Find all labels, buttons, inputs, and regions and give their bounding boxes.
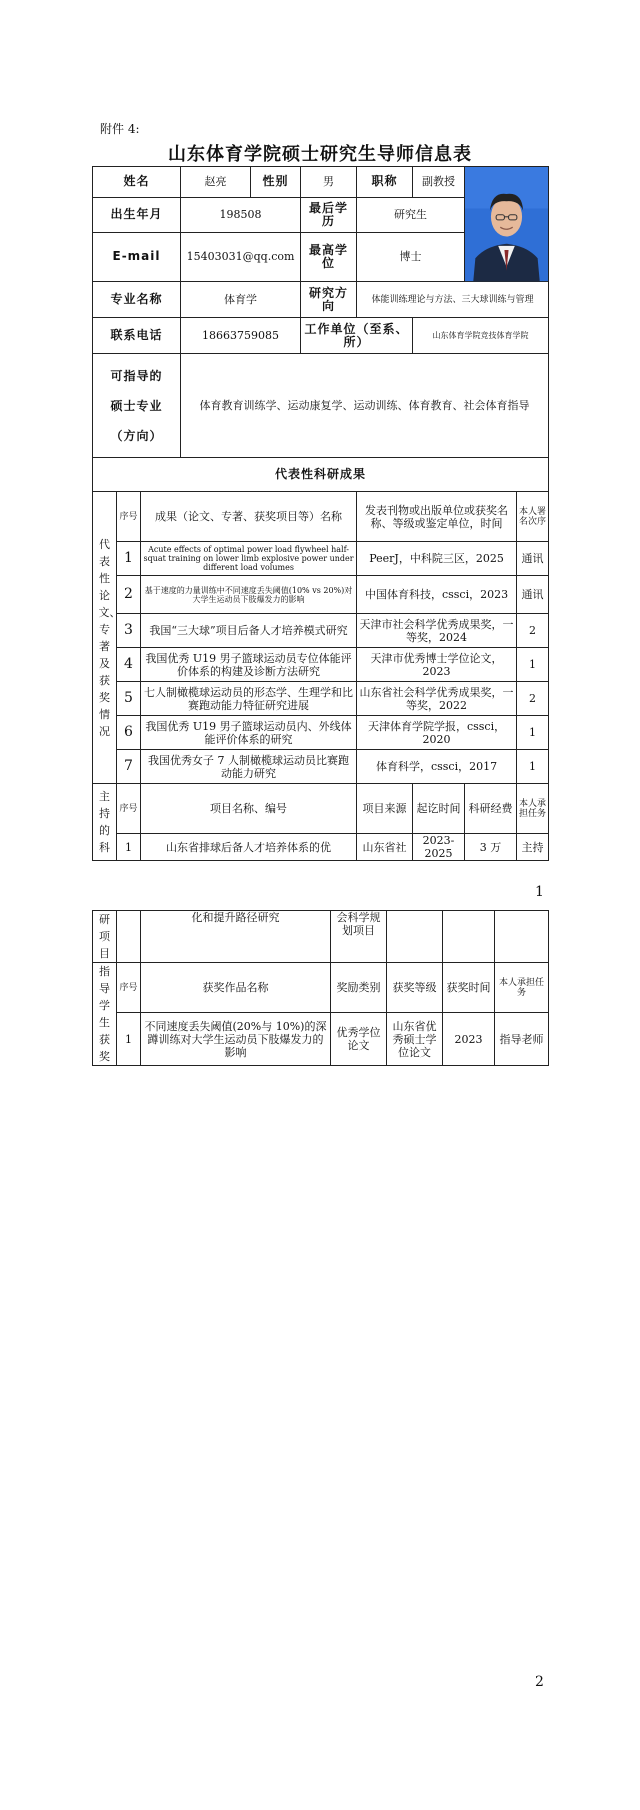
- table-row: [93, 1013, 549, 1066]
- row-no: 1: [117, 542, 141, 576]
- row-no: 6: [117, 716, 141, 750]
- row-no: 2: [117, 576, 141, 614]
- guidable-label: [93, 354, 181, 458]
- table-row: [93, 750, 549, 784]
- project-no: 1: [117, 834, 141, 861]
- research-header-result: 成果（论文、专著、获奖项目等）名称: [141, 492, 357, 542]
- degree-value: 博士: [357, 232, 465, 281]
- page-title: 山东体育学院硕士研究生导师信息表: [168, 144, 472, 165]
- projects-side-label: 主持的科: [93, 784, 117, 861]
- award-level: 山东省优秀硕士学位论文: [387, 1013, 443, 1066]
- research-header-publisher: 发表刊物或出版单位或获奖名称、等级或鉴定单位，时间: [357, 492, 517, 542]
- award-no: 1: [117, 1013, 141, 1066]
- row-rank: 通讯: [517, 576, 549, 614]
- project-source-cont: 会科学规划项目: [331, 911, 387, 963]
- research-section-title: 代表性科研成果: [93, 458, 549, 492]
- row-result: 我国优秀 U19 男子篮球运动员专位体能评价体系的构建及诊断方法研究: [141, 648, 357, 682]
- row-publisher: 天津市社会科学优秀成果奖，一等奖，2024: [357, 614, 517, 648]
- title-label: 职称: [357, 167, 413, 198]
- row-publisher: 天津体育学院学报，cssci，2020: [357, 716, 517, 750]
- birth-value: 198508: [181, 197, 301, 232]
- project-header-period: 起讫时间: [413, 784, 465, 834]
- direction-label: 研究方向: [301, 282, 357, 318]
- project-header-source: 项目来源: [357, 784, 413, 834]
- email-value: 15403031@qq.com: [181, 232, 301, 281]
- award-work: 不同速度丢失阈值(20%与 10%)的深蹲训练对大学生运动员下肢爆发力的影响: [141, 1013, 331, 1066]
- research-side-label: 代表性论文、专著及获奖情况: [93, 492, 117, 784]
- table-row: [93, 648, 549, 682]
- table-row: [93, 614, 549, 648]
- name-value: 赵亮: [181, 167, 251, 198]
- research-header-rank: 本人署名次序: [517, 492, 549, 542]
- projects-side-label-cont: 研项目: [93, 911, 117, 963]
- guidable-value: 体育教育训练学、运动康复学、运动训练、体育教育、社会体育指导: [181, 354, 549, 458]
- table-row: [93, 911, 549, 963]
- row-result: 基于速度的力量训练中不同速度丢失阈值(10% vs 20%)对大学生运动员下肢爆发力的影响: [141, 576, 357, 614]
- row-no: 3: [117, 614, 141, 648]
- birth-label: 出生年月: [93, 197, 181, 232]
- project-name: 山东省排球后备人才培养体系的优: [141, 834, 357, 861]
- education-label: 最后学历: [301, 197, 357, 232]
- project-funding: 3 万: [465, 834, 517, 861]
- project-header-name: 项目名称、编号: [141, 784, 357, 834]
- continuation-table: [92, 910, 549, 1066]
- unit-label: 工作单位（至系、所）: [301, 318, 413, 354]
- attachment-label: 附件 4:: [100, 122, 140, 136]
- row-publisher: 中国体育科技，cssci，2023: [357, 576, 517, 614]
- row-result: 我国优秀女子 7 人制橄榄球运动员比赛跑动能力研究: [141, 750, 357, 784]
- project-header-role: 本人承担任务: [517, 784, 549, 834]
- guidable-label-line-1: 可指导的: [110, 368, 163, 383]
- gender-value: 男: [301, 167, 357, 198]
- table-row: [93, 834, 549, 861]
- award-time: 2023: [443, 1013, 495, 1066]
- project-header-no: 序号: [117, 784, 141, 834]
- row-rank: 1: [517, 648, 549, 682]
- row-rank: 1: [517, 750, 549, 784]
- name-label: 姓名: [93, 167, 181, 198]
- table-row: [93, 716, 549, 750]
- row-result: 我国优秀 U19 男子篮球运动员内、外线体能评价体系的研究: [141, 716, 357, 750]
- row-result: Acute effects of optimal power load flywheel half-squat training on lower limb explosive power under different load volumes: [141, 542, 357, 576]
- award-header-no: 序号: [117, 963, 141, 1013]
- row-no: 5: [117, 682, 141, 716]
- award-header-role: 本人承担任务: [495, 963, 549, 1013]
- direction-value: 体能训练理论与方法、三大球训练与管理: [357, 282, 549, 318]
- row-no: 4: [117, 648, 141, 682]
- phone-label: 联系电话: [93, 318, 181, 354]
- award-header-type: 奖励类别: [331, 963, 387, 1013]
- project-period: 2023-2025: [413, 834, 465, 861]
- award-header-time: 获奖时间: [443, 963, 495, 1013]
- row-rank: 2: [517, 614, 549, 648]
- email-label: E-mail: [93, 232, 181, 281]
- row-rank: 1: [517, 716, 549, 750]
- row-publisher: 天津市优秀博士学位论文，2023: [357, 648, 517, 682]
- table-row: [93, 682, 549, 716]
- award-header-work: 获奖作品名称: [141, 963, 331, 1013]
- page-number-2: 2: [535, 1674, 544, 1690]
- project-name-cont: 化和提升路径研究: [141, 911, 331, 963]
- row-rank: 2: [517, 682, 549, 716]
- awards-side-label: 指导学生获奖: [93, 963, 117, 1066]
- info-table: [92, 166, 549, 861]
- gender-label: 性别: [251, 167, 301, 198]
- guidable-label-line-2: 硕士专业: [110, 398, 163, 413]
- row-result: 七人制橄榄球运动员的形态学、生理学和比赛跑动能力特征研究进展: [141, 682, 357, 716]
- award-header-level: 获奖等级: [387, 963, 443, 1013]
- row-publisher: PeerJ，中科院三区，2025: [357, 542, 517, 576]
- project-header-funding: 科研经费: [465, 784, 517, 834]
- major-label: 专业名称: [93, 282, 181, 318]
- unit-value: 山东体育学院竞技体育学院: [413, 318, 549, 354]
- row-publisher: 山东省社会科学优秀成果奖，一等奖，2022: [357, 682, 517, 716]
- degree-label: 最高学位: [301, 232, 357, 281]
- project-role: 主持: [517, 834, 549, 861]
- education-value: 研究生: [357, 197, 465, 232]
- page-number: 1: [535, 884, 544, 900]
- table-row: [93, 576, 549, 614]
- table-row: [93, 542, 549, 576]
- row-publisher: 体育科学，cssci，2017: [357, 750, 517, 784]
- major-value: 体育学: [181, 282, 301, 318]
- award-role: 指导老师: [495, 1013, 549, 1066]
- project-source: 山东省社: [357, 834, 413, 861]
- title-value: 副教授: [413, 167, 465, 198]
- guidable-label-line-3: （方向）: [110, 428, 163, 443]
- award-type: 优秀学位论文: [331, 1013, 387, 1066]
- row-no: 7: [117, 750, 141, 784]
- phone-value: 18663759085: [181, 318, 301, 354]
- research-header-no: 序号: [117, 492, 141, 542]
- row-rank: 通讯: [517, 542, 549, 576]
- row-result: 我国“三大球”项目后备人才培养模式研究: [141, 614, 357, 648]
- portrait-photo: [465, 167, 549, 282]
